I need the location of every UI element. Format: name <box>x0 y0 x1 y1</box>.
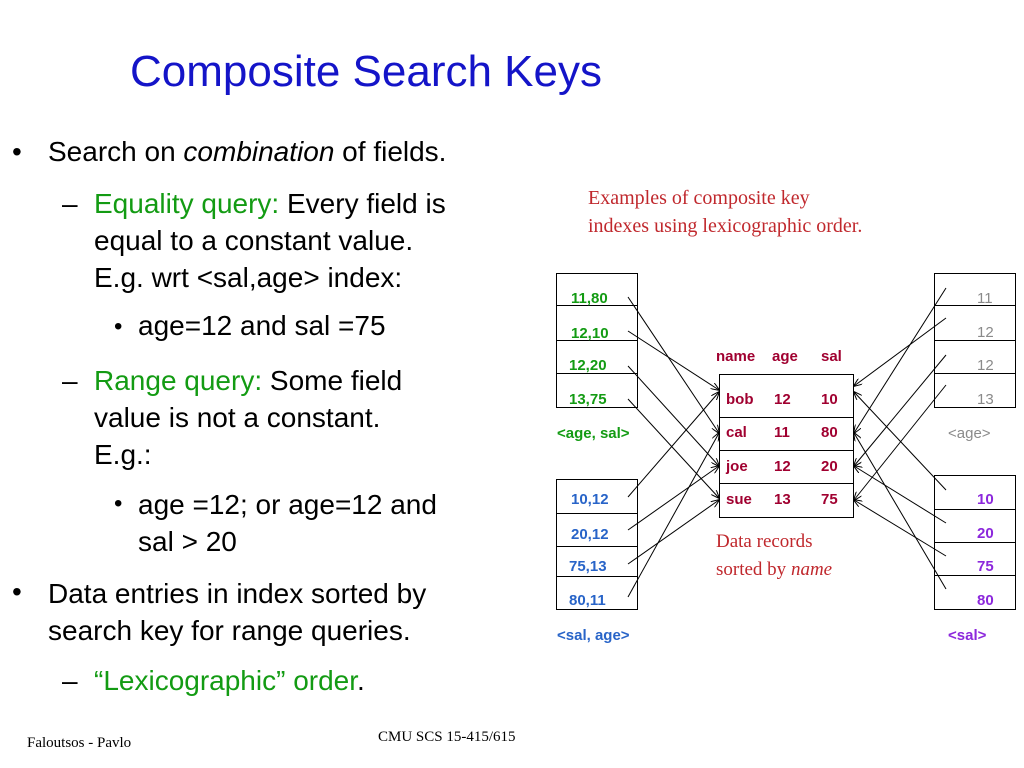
index-entry: 12,20 <box>569 357 607 374</box>
sub-bullet-marker: • <box>114 490 123 517</box>
slide-title: Composite Search Keys <box>130 47 602 96</box>
text: sal > 20 <box>138 526 237 557</box>
arrow-sue <box>628 500 719 564</box>
text: age =12; or age=12 and <box>138 489 437 520</box>
arrow-cal <box>854 433 946 589</box>
index-label: <age, sal> <box>557 425 630 442</box>
text: sorted by <box>716 559 791 580</box>
arrow-sue <box>628 399 719 498</box>
index-entry: 10 <box>977 491 994 508</box>
arrow-cal <box>628 433 719 597</box>
index-entry: 75,13 <box>569 558 607 575</box>
records-header-age: age <box>772 348 798 365</box>
equality-example: age=12 and sal =75 <box>138 310 386 341</box>
index-entry: 80 <box>977 592 994 609</box>
records-header-name: name <box>716 348 756 365</box>
index-entry: 13 <box>977 391 994 408</box>
text: search key for range queries. <box>48 615 411 646</box>
lexicographic-label: “Lexicographic” order <box>94 665 358 696</box>
index-entry: 13,75 <box>569 391 607 408</box>
text: indexes using lexicographic order. <box>588 215 863 237</box>
arrow-cal <box>628 297 719 433</box>
record-cell: 11 <box>774 424 790 441</box>
text: Every field is <box>279 188 446 219</box>
index-entry: 10,12 <box>571 491 609 508</box>
text: E.g.: <box>94 439 152 470</box>
text: . <box>357 665 365 696</box>
arrow-bob <box>854 392 946 490</box>
index-entry: 12,10 <box>571 325 609 342</box>
text: Some field <box>262 365 403 396</box>
index-entry: 11,80 <box>571 290 608 307</box>
arrow-bob <box>628 392 719 497</box>
record-cell: 13 <box>774 491 791 508</box>
index-entry: 11 <box>977 290 993 307</box>
index-entry: 20,12 <box>571 526 609 543</box>
index-entry: 20 <box>977 525 994 542</box>
range-query-label: Range query: <box>94 365 263 396</box>
emphasis-text: combination <box>183 136 335 167</box>
index-label: <age> <box>948 425 991 442</box>
bullet-marker: • <box>12 136 22 167</box>
arrow-joe <box>628 466 719 530</box>
text: Examples of composite key <box>588 187 810 209</box>
index-entry: 12 <box>977 324 994 341</box>
text: of fields. <box>334 136 447 167</box>
record-cell: 80 <box>821 424 838 441</box>
text: Data records <box>716 531 813 552</box>
record-cell: 20 <box>821 458 838 475</box>
records-header-sal: sal <box>821 348 842 365</box>
arrow-sue <box>854 500 946 556</box>
text: value is not a constant. <box>94 402 381 433</box>
text: equal to a constant value. <box>94 225 414 256</box>
index-entry: 80,11 <box>569 592 606 609</box>
record-cell: 12 <box>774 458 791 475</box>
record-cell: cal <box>726 424 747 441</box>
index-label: <sal, age> <box>557 627 630 644</box>
arrow-bob <box>854 318 946 386</box>
record-cell: 12 <box>774 391 791 408</box>
record-cell: joe <box>726 458 748 475</box>
index-entry: 12 <box>977 357 994 374</box>
index-entry: 75 <box>977 558 994 575</box>
arrow-joe <box>854 466 946 523</box>
emphasis-text: name <box>790 559 833 580</box>
index-label: <sal> <box>948 627 987 644</box>
dash-marker: – <box>62 365 78 396</box>
sub-bullet-marker: • <box>114 313 123 340</box>
record-cell: 10 <box>821 391 838 408</box>
record-cell: bob <box>726 391 754 408</box>
text: Search on <box>48 136 184 167</box>
bullet-marker: • <box>12 576 22 607</box>
equality-query-label: Equality query: <box>94 188 280 219</box>
text: E.g. wrt <sal,age> index: <box>94 262 403 293</box>
footer-course: CMU SCS 15-415/615 <box>378 729 516 745</box>
dash-marker: – <box>62 665 78 696</box>
text: Data entries in index sorted by <box>48 578 427 609</box>
arrow-sue <box>854 385 946 500</box>
record-cell: 75 <box>821 491 838 508</box>
footer-author: Faloutsos - Pavlo <box>27 735 132 751</box>
dash-marker: – <box>62 188 78 219</box>
record-cell: sue <box>726 491 752 508</box>
